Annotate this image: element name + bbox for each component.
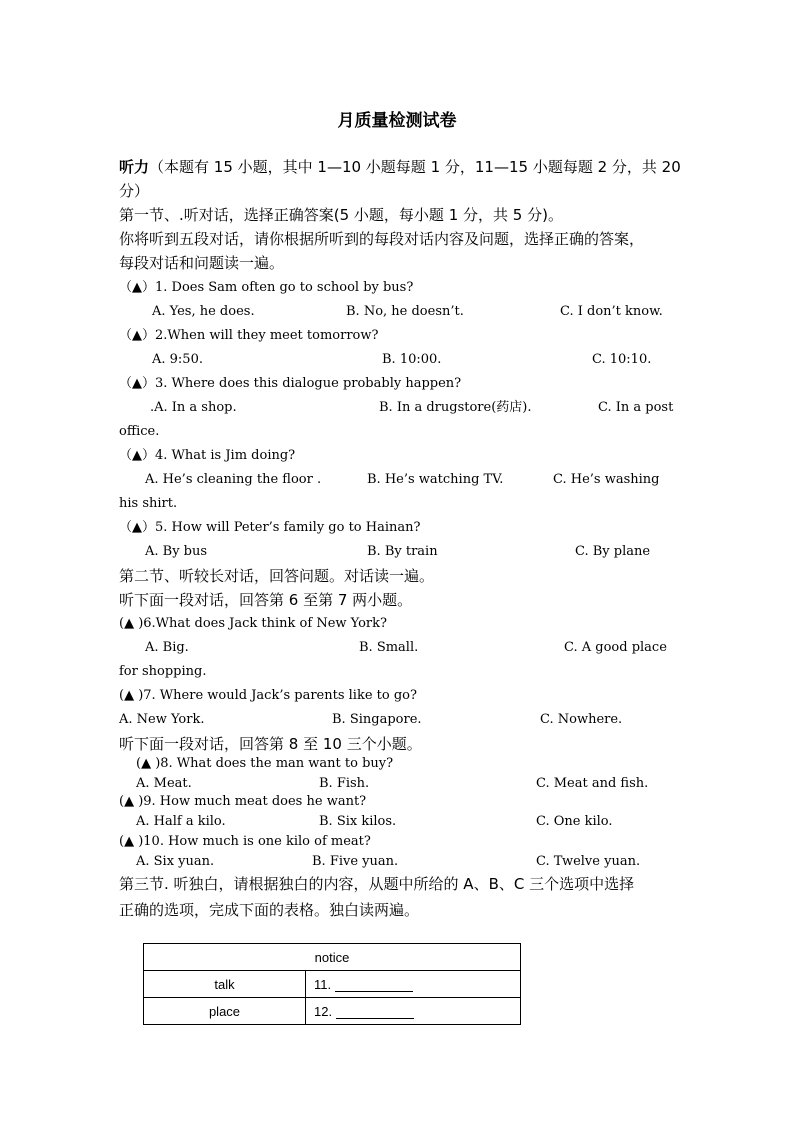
- option-a: A. 9:50.: [152, 352, 203, 367]
- row-number: 11.: [314, 976, 332, 992]
- option-a: A. Yes, he does.: [152, 304, 255, 319]
- option-c: C. He’s washing: [553, 472, 660, 487]
- page-title: 月质量检测试卷: [337, 111, 457, 131]
- option-b: B. By train: [367, 544, 438, 559]
- option-a: A. New York.: [119, 712, 205, 727]
- row-label: place: [144, 998, 306, 1025]
- option-a: A. Half a kilo.: [136, 814, 226, 829]
- instruction-line: 每段对话和问题读一遍。: [119, 254, 285, 272]
- answer-cell: [306, 998, 521, 1025]
- option-b: B. He’s watching TV.: [367, 472, 504, 487]
- option-a: A. Big.: [145, 640, 189, 655]
- section-desc-cont: 分）: [119, 182, 150, 200]
- part3-heading-cont: 正确的选项，完成下面的表格。独白读两遍。: [119, 901, 420, 919]
- part2-sub-heading: 听下面一段对话，回答第 6 至第 7 两小题。: [119, 591, 413, 609]
- section-heading: 听力: [119, 158, 150, 176]
- option-b: B. In a drugstore(药店).: [379, 400, 532, 415]
- option-b: B. Six kilos.: [319, 814, 397, 829]
- question-stem: （▲）4. What is Jim doing?: [119, 448, 296, 463]
- answer-blank[interactable]: [336, 1006, 414, 1019]
- option-b: B. Singapore.: [332, 712, 422, 727]
- option-b: B. Five yuan.: [312, 854, 399, 869]
- part3-heading: 第三节. 听独白，请根据独白的内容，从题中所给的 A、B、C 三个选项中选择: [119, 875, 635, 893]
- part1-heading: 第一节、.听对话，选择正确答案(5 小题，每小题 1 分，共 5 分)。: [119, 206, 563, 224]
- option-c: C. 10:10.: [592, 352, 652, 367]
- part2-heading: 第二节、听较长对话，回答问题。对话读一遍。: [119, 567, 435, 585]
- part2-sub-heading: 听下面一段对话，回答第 8 至 10 三个小题。: [119, 735, 422, 753]
- answer-cell: [306, 971, 521, 998]
- option-c: C. In a post: [598, 400, 674, 415]
- question-stem: （▲）3. Where does this dialogue probably happen?: [119, 376, 462, 391]
- option-c: C. Twelve yuan.: [536, 854, 641, 869]
- table-row: [144, 971, 521, 998]
- option-a: A. Six yuan.: [136, 854, 215, 869]
- question-stem: (▲ )10. How much is one kilo of meat?: [119, 834, 371, 849]
- option-a: A. Meat.: [136, 776, 192, 791]
- option-c: C. I don’t know.: [560, 304, 663, 319]
- question-stem: （▲）2.When will they meet tomorrow?: [119, 328, 379, 343]
- table-header-row: [144, 944, 521, 971]
- option-c: C. One kilo.: [536, 814, 613, 829]
- notice-table: [143, 943, 521, 1025]
- option-c: C. By plane: [575, 544, 651, 559]
- option-b: B. No, he doesn’t.: [346, 304, 464, 319]
- instruction-line: 你将听到五段对话，请你根据所听到的每段对话内容及问题，选择正确的答案，: [119, 230, 645, 248]
- question-stem: (▲ )8. What does the man want to buy?: [136, 756, 394, 771]
- question-stem: (▲ )7. Where would Jack’s parents like to go?: [119, 688, 417, 703]
- question-stem: （▲）5. How will Peter’s family go to Hainan?: [119, 520, 421, 535]
- row-label: talk: [144, 971, 306, 998]
- option-a: A. By bus: [145, 544, 208, 559]
- option-c: C. A good place: [564, 640, 667, 655]
- table-row: [144, 998, 521, 1025]
- option-b: B. Fish.: [319, 776, 370, 791]
- option-c-cont: his shirt.: [119, 496, 178, 511]
- question-stem: (▲ )6.What does Jack think of New York?: [119, 616, 387, 631]
- option-b: B. 10:00.: [382, 352, 442, 367]
- option-b: B. Small.: [359, 640, 419, 655]
- option-c: C. Nowhere.: [540, 712, 623, 727]
- option-a: .A. In a shop.: [150, 400, 237, 415]
- option-c-cont: office.: [119, 424, 160, 439]
- table-header: notice: [144, 944, 521, 971]
- section-desc: （本题有 15 小题，其中 1—10 小题每题 1 分，11—15 小题每题 2 分，共 20: [149, 158, 681, 176]
- listening-intro: [119, 157, 681, 177]
- question-stem: (▲ )9. How much meat does he want?: [119, 794, 367, 809]
- option-c-cont: for shopping.: [119, 664, 207, 679]
- row-number: 12.: [314, 1003, 333, 1019]
- option-a: A. He’s cleaning the floor .: [145, 472, 322, 487]
- option-c: C. Meat and fish.: [536, 776, 649, 791]
- question-stem: （▲）1. Does Sam often go to school by bus?: [119, 280, 414, 295]
- answer-blank[interactable]: [335, 979, 413, 992]
